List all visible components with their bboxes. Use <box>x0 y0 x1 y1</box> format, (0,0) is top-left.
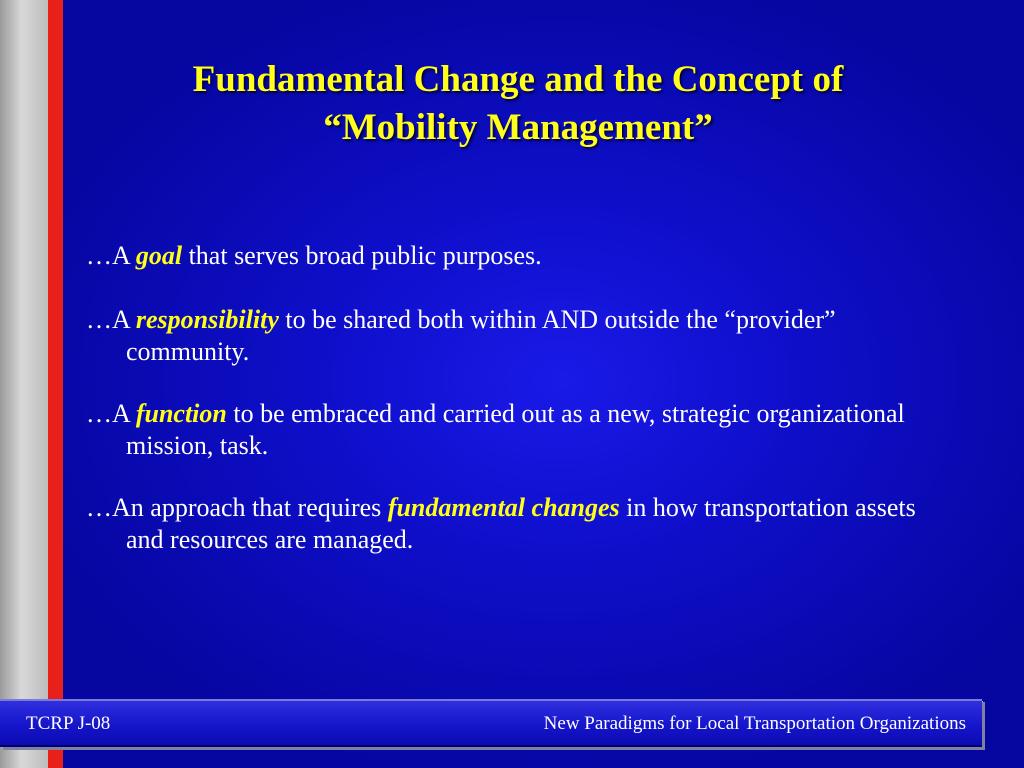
bullet-text: to be shared both within AND outside the “provider” community. <box>126 305 836 366</box>
bullet-text: in how transportation assets and resources are managed. <box>126 493 916 554</box>
bullet-item <box>86 492 946 556</box>
bullet-emphasis: goal <box>135 241 183 270</box>
bullet-text: …A <box>86 241 136 270</box>
bullet-item <box>86 240 946 272</box>
slide-title-line-1: Fundamental Change and the Concept of <box>192 59 844 100</box>
footer-project-code: TCRP J-08 <box>26 713 111 734</box>
bullet-text: …A <box>86 305 136 334</box>
left-red-bar <box>48 0 63 768</box>
bullet-list <box>86 240 946 586</box>
bullet-emphasis: responsibility <box>135 305 279 334</box>
bullet-emphasis: fundamental changes <box>387 493 620 522</box>
footer-bar <box>0 699 982 747</box>
slide-title-line-2: “Mobility Management” <box>323 107 713 148</box>
left-gray-bar <box>0 0 48 768</box>
bullet-emphasis: function <box>135 399 227 428</box>
bullet-text: that serves broad public purposes. <box>182 241 542 270</box>
slide-title <box>68 56 968 152</box>
footer-project-title: New Paradigms for Local Transportation Organizations <box>543 713 966 734</box>
bullet-item <box>86 304 946 368</box>
bullet-text: …A <box>86 399 136 428</box>
bullet-text: …An approach that requires <box>86 493 388 522</box>
bullet-item <box>86 398 946 462</box>
bullet-text: to be embraced and carried out as a new, strategic organizational mission, task. <box>126 399 905 460</box>
